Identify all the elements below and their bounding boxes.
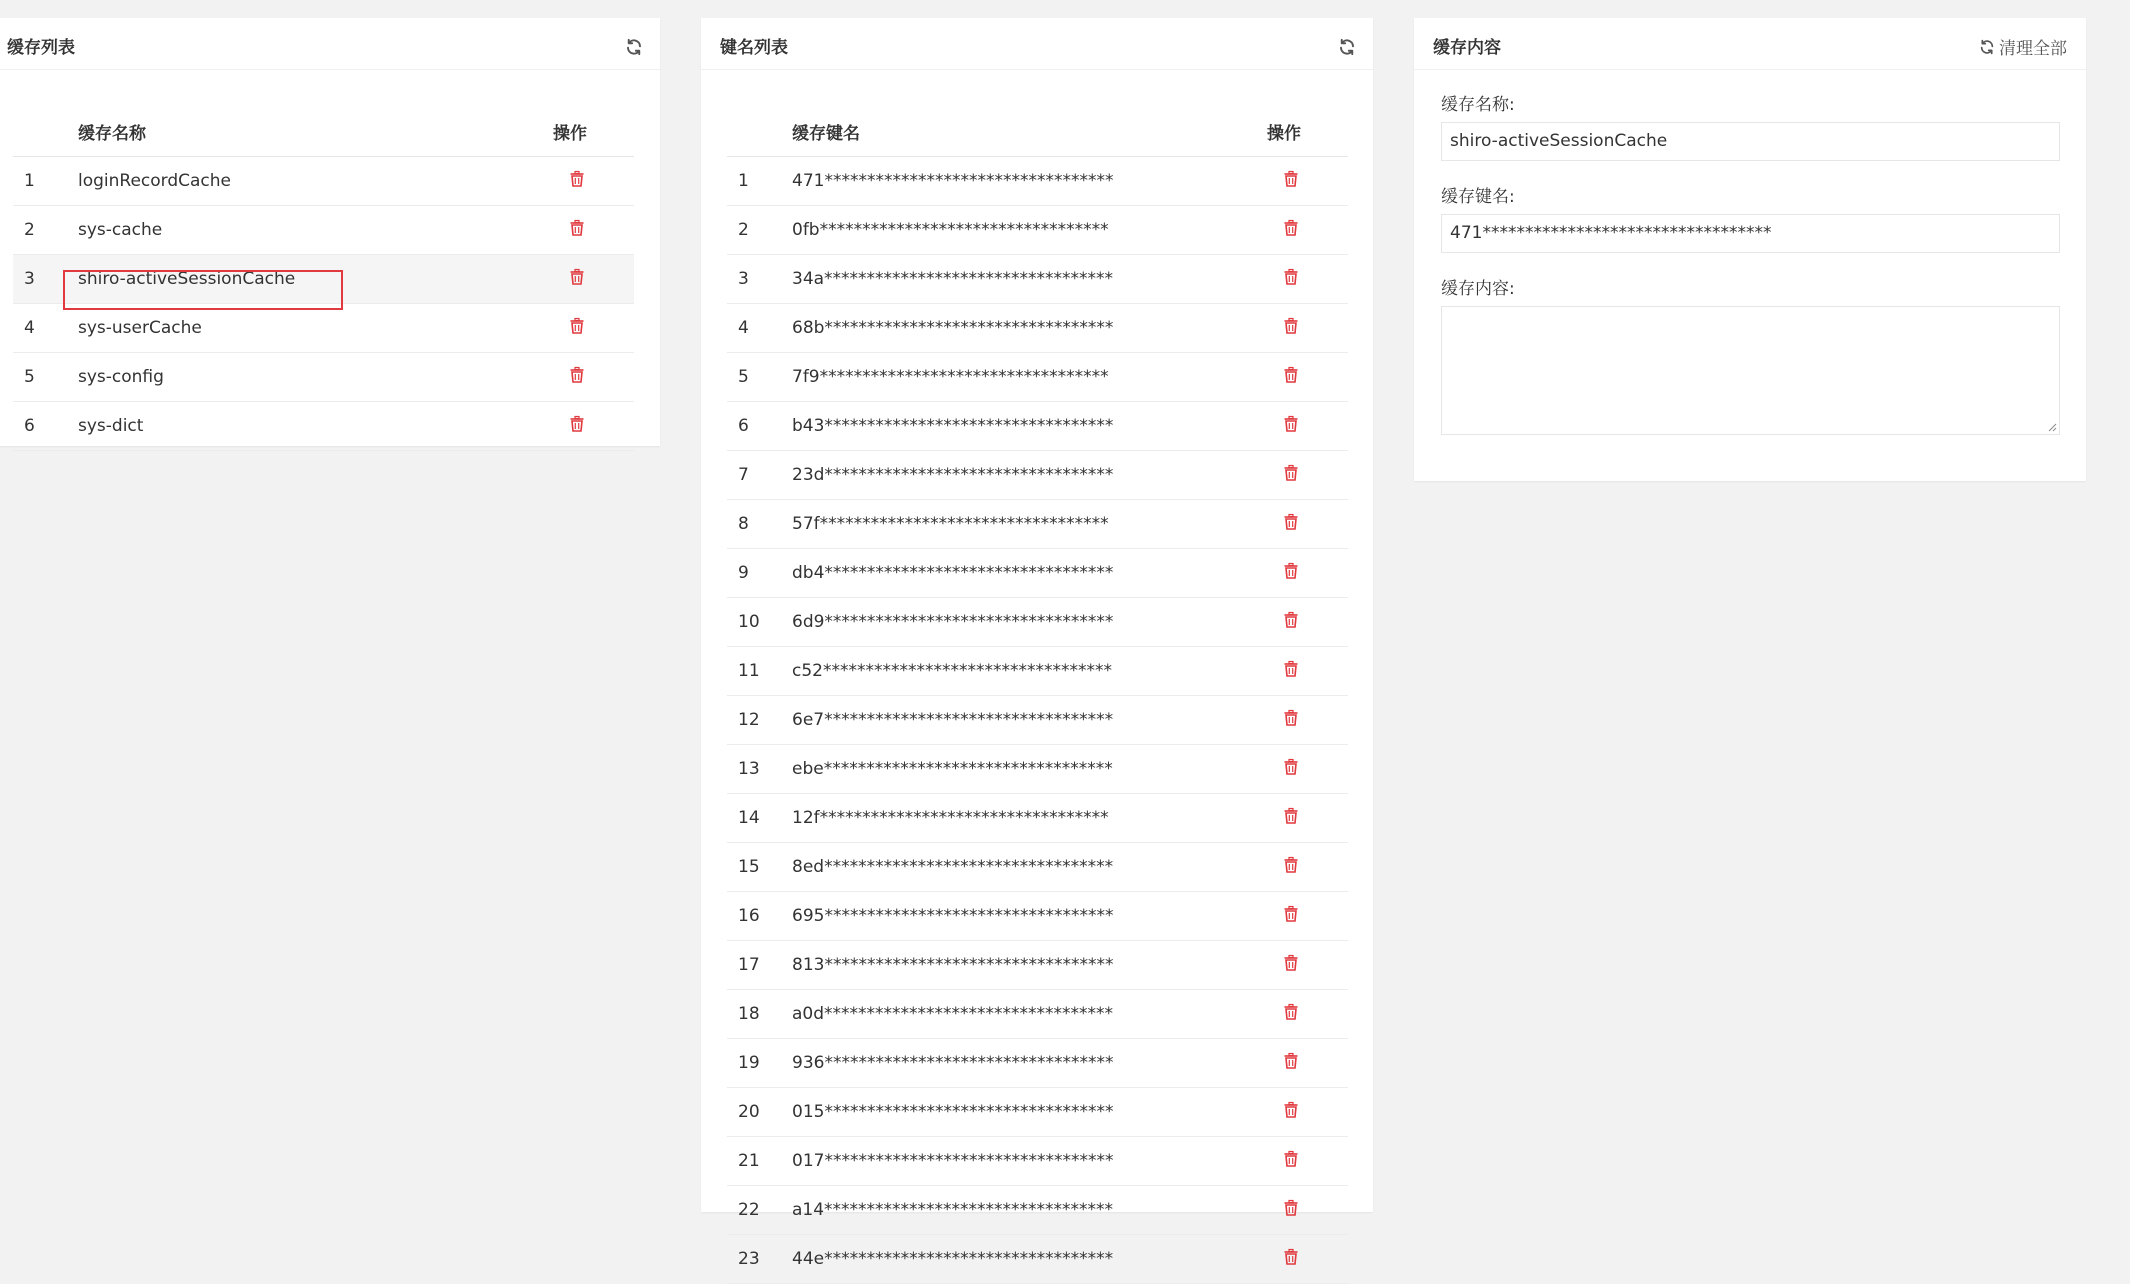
cache-name-cell[interactable] bbox=[77, 255, 552, 304]
row-index: 2 bbox=[727, 206, 791, 255]
key-list-row[interactable] bbox=[727, 745, 1348, 794]
delete-button[interactable] bbox=[1284, 710, 1298, 726]
row-operation bbox=[1266, 353, 1348, 402]
cache-key-cell[interactable] bbox=[791, 157, 1266, 206]
cache-list-row[interactable] bbox=[13, 206, 634, 255]
trash-icon bbox=[570, 220, 584, 236]
key-list-row[interactable] bbox=[727, 157, 1348, 206]
cache-key-cell[interactable] bbox=[791, 1088, 1266, 1137]
trash-icon bbox=[1284, 465, 1298, 481]
row-index: 4 bbox=[727, 304, 791, 353]
cache-name-cell[interactable] bbox=[77, 157, 552, 206]
cache-key-text: 695********************************** bbox=[792, 906, 1114, 926]
delete-button[interactable] bbox=[1284, 416, 1298, 432]
row-index: 22 bbox=[727, 1186, 791, 1235]
cache-name-text: sys-cache bbox=[78, 220, 163, 240]
row-index: 3 bbox=[727, 255, 791, 304]
cache-key-text: 471********************************** bbox=[792, 171, 1114, 191]
key-list-header bbox=[701, 18, 1373, 70]
delete-button[interactable] bbox=[1284, 1200, 1298, 1216]
cache-key-cell[interactable] bbox=[791, 1186, 1266, 1235]
row-operation bbox=[1266, 402, 1348, 451]
refresh-icon bbox=[1338, 38, 1356, 56]
cache-key-text: 0fb********************************** bbox=[792, 220, 1109, 240]
key-list-row[interactable] bbox=[727, 304, 1348, 353]
key-list-row[interactable] bbox=[727, 255, 1348, 304]
trash-icon bbox=[1284, 955, 1298, 971]
cache-key-cell[interactable] bbox=[791, 892, 1266, 941]
cache-content-panel bbox=[1414, 18, 2086, 481]
delete-button[interactable] bbox=[570, 318, 584, 334]
row-operation bbox=[1266, 1039, 1348, 1088]
row-index: 19 bbox=[727, 1039, 791, 1088]
row-index: 6 bbox=[727, 402, 791, 451]
cache-list-row[interactable] bbox=[13, 353, 634, 402]
trash-icon bbox=[1284, 1151, 1298, 1167]
key-list-row[interactable] bbox=[727, 892, 1348, 941]
delete-button[interactable] bbox=[1284, 514, 1298, 530]
row-index: 1 bbox=[13, 157, 77, 206]
clear-all-label: 清理全部 bbox=[1999, 39, 2067, 59]
cache-content-title: 缓存内容 bbox=[1433, 38, 1501, 58]
row-index: 11 bbox=[727, 647, 791, 696]
row-operation bbox=[1266, 1088, 1348, 1137]
row-index: 18 bbox=[727, 990, 791, 1039]
refresh-icon bbox=[625, 38, 643, 56]
row-index: 4 bbox=[13, 304, 77, 353]
cache-key-cell[interactable] bbox=[791, 745, 1266, 794]
delete-button[interactable] bbox=[1284, 171, 1298, 187]
refresh-icon bbox=[1979, 39, 1995, 55]
trash-icon bbox=[1284, 416, 1298, 432]
cache-key-text: 017********************************** bbox=[792, 1151, 1114, 1171]
trash-icon bbox=[570, 171, 584, 187]
trash-icon bbox=[1284, 367, 1298, 383]
cache-key-cell[interactable] bbox=[791, 990, 1266, 1039]
cache-key-cell[interactable] bbox=[791, 696, 1266, 745]
key-list-row[interactable] bbox=[727, 451, 1348, 500]
row-index: 3 bbox=[13, 255, 77, 304]
cache-list-row[interactable] bbox=[13, 304, 634, 353]
cache-key-text: 12f********************************** bbox=[792, 808, 1109, 828]
cache-name-cell[interactable] bbox=[77, 353, 552, 402]
cache-key-text: 6d9********************************** bbox=[792, 612, 1114, 632]
row-index: 2 bbox=[13, 206, 77, 255]
delete-button[interactable] bbox=[570, 269, 584, 285]
delete-button[interactable] bbox=[1284, 612, 1298, 628]
cache-name-text: sys-dict bbox=[78, 416, 144, 436]
trash-icon bbox=[1284, 1200, 1298, 1216]
cache-key-text: 34a********************************** bbox=[792, 269, 1114, 289]
delete-button[interactable] bbox=[570, 416, 584, 432]
cache-name-field[interactable]: shiro-activeSessionCache bbox=[1441, 122, 2060, 161]
cache-key-text: 23d********************************** bbox=[792, 465, 1114, 485]
cache-key-text: 57f********************************** bbox=[792, 514, 1109, 534]
delete-button[interactable] bbox=[570, 220, 584, 236]
row-index: 12 bbox=[727, 696, 791, 745]
delete-button[interactable] bbox=[1284, 269, 1298, 285]
trash-icon bbox=[1284, 759, 1298, 775]
key-list-table bbox=[727, 106, 1348, 1284]
cache-name-cell[interactable] bbox=[77, 304, 552, 353]
row-index: 8 bbox=[727, 500, 791, 549]
cache-key-text: 68b********************************** bbox=[792, 318, 1114, 338]
cache-key-cell[interactable] bbox=[791, 1235, 1266, 1284]
key-list-row[interactable] bbox=[727, 1186, 1348, 1235]
trash-icon bbox=[1284, 514, 1298, 530]
cache-key-cell[interactable] bbox=[791, 402, 1266, 451]
key-list-row[interactable] bbox=[727, 794, 1348, 843]
trash-icon bbox=[1284, 612, 1298, 628]
row-operation bbox=[1266, 892, 1348, 941]
trash-icon bbox=[570, 318, 584, 334]
resize-handle-icon[interactable] bbox=[2047, 422, 2057, 432]
row-index: 21 bbox=[727, 1137, 791, 1186]
key-list-panel bbox=[701, 18, 1373, 1269]
row-operation bbox=[1266, 549, 1348, 598]
row-index: 6 bbox=[13, 402, 77, 451]
row-operation bbox=[1266, 598, 1348, 647]
row-index: 13 bbox=[727, 745, 791, 794]
cache-key-cell[interactable] bbox=[791, 598, 1266, 647]
key-list-body bbox=[727, 157, 1348, 1284]
row-operation bbox=[1266, 794, 1348, 843]
trash-icon bbox=[1284, 857, 1298, 873]
row-operation bbox=[552, 402, 634, 451]
cache-key-cell[interactable] bbox=[791, 549, 1266, 598]
trash-icon bbox=[1284, 1102, 1298, 1118]
table-header-row bbox=[727, 106, 1348, 157]
trash-icon bbox=[1284, 808, 1298, 824]
row-index: 17 bbox=[727, 941, 791, 990]
row-index: 16 bbox=[727, 892, 791, 941]
delete-button[interactable] bbox=[1284, 1053, 1298, 1069]
delete-button[interactable] bbox=[1284, 955, 1298, 971]
trash-icon bbox=[570, 367, 584, 383]
delete-button[interactable] bbox=[570, 171, 584, 187]
delete-button[interactable] bbox=[1284, 857, 1298, 873]
cache-key-text: 015********************************** bbox=[792, 1102, 1114, 1122]
row-operation bbox=[1266, 1137, 1348, 1186]
row-operation bbox=[1266, 255, 1348, 304]
cache-key-cell[interactable] bbox=[791, 451, 1266, 500]
cache-key-text: a14********************************** bbox=[792, 1200, 1114, 1220]
cache-name-label: 缓存名称: bbox=[1441, 95, 1515, 115]
trash-icon bbox=[1284, 563, 1298, 579]
trash-icon bbox=[570, 269, 584, 285]
key-list-row[interactable] bbox=[727, 353, 1348, 402]
trash-icon bbox=[1284, 1249, 1298, 1265]
cache-name-text: sys-userCache bbox=[78, 318, 202, 338]
delete-button[interactable] bbox=[570, 367, 584, 383]
row-operation bbox=[552, 157, 634, 206]
trash-icon bbox=[1284, 661, 1298, 677]
cache-key-text: b43********************************** bbox=[792, 416, 1114, 436]
trash-icon bbox=[1284, 1004, 1298, 1020]
trash-icon bbox=[1284, 269, 1298, 285]
row-operation bbox=[552, 304, 634, 353]
delete-button[interactable] bbox=[1284, 220, 1298, 236]
cache-key-text: 6e7********************************** bbox=[792, 710, 1114, 730]
cache-key-cell[interactable] bbox=[791, 843, 1266, 892]
delete-button[interactable] bbox=[1284, 1004, 1298, 1020]
row-operation bbox=[1266, 157, 1348, 206]
key-list-row[interactable] bbox=[727, 990, 1348, 1039]
delete-button[interactable] bbox=[1284, 367, 1298, 383]
cache-content-textarea[interactable] bbox=[1441, 306, 2060, 435]
delete-button[interactable] bbox=[1284, 759, 1298, 775]
clear-all-button[interactable] bbox=[1979, 34, 2067, 59]
cache-key-cell[interactable] bbox=[791, 941, 1266, 990]
row-operation bbox=[1266, 1186, 1348, 1235]
trash-icon bbox=[1284, 171, 1298, 187]
table-header-row bbox=[13, 106, 634, 157]
cache-key-text: 813********************************** bbox=[792, 955, 1114, 975]
trash-icon bbox=[570, 416, 584, 432]
cache-key-cell[interactable] bbox=[791, 1039, 1266, 1088]
cache-list-table bbox=[13, 106, 634, 451]
cache-key-text: db4********************************** bbox=[792, 563, 1114, 583]
key-list-row[interactable] bbox=[727, 1137, 1348, 1186]
key-list-row[interactable] bbox=[727, 941, 1348, 990]
delete-button[interactable] bbox=[1284, 1102, 1298, 1118]
operation-column-header: 操作 bbox=[552, 106, 634, 157]
row-index: 7 bbox=[727, 451, 791, 500]
row-operation bbox=[1266, 1235, 1348, 1284]
cache-key-label: 缓存键名: bbox=[1441, 187, 1515, 207]
cache-name-text: sys-config bbox=[78, 367, 164, 387]
row-operation bbox=[1266, 745, 1348, 794]
cache-key-text: a0d********************************** bbox=[792, 1004, 1114, 1024]
key-list-row[interactable] bbox=[727, 647, 1348, 696]
row-index: 5 bbox=[727, 353, 791, 402]
cache-key-column-header: 缓存键名 bbox=[791, 106, 1266, 157]
cache-key-cell[interactable] bbox=[791, 794, 1266, 843]
cache-name-text: shiro-activeSessionCache bbox=[78, 269, 295, 289]
cache-key-text: ebe********************************** bbox=[792, 759, 1113, 779]
cache-key-cell[interactable] bbox=[791, 353, 1266, 402]
key-list-row[interactable] bbox=[727, 206, 1348, 255]
cache-key-cell[interactable] bbox=[791, 304, 1266, 353]
row-index: 20 bbox=[727, 1088, 791, 1137]
row-operation bbox=[1266, 206, 1348, 255]
cache-name-text: loginRecordCache bbox=[78, 171, 232, 191]
index-column-header bbox=[727, 106, 791, 157]
cache-content-header bbox=[1414, 18, 2086, 70]
key-list-row[interactable] bbox=[727, 696, 1348, 745]
row-operation bbox=[552, 255, 634, 304]
row-index: 14 bbox=[727, 794, 791, 843]
key-list-row[interactable] bbox=[727, 402, 1348, 451]
cache-key-cell[interactable] bbox=[791, 647, 1266, 696]
row-operation bbox=[1266, 451, 1348, 500]
row-index: 1 bbox=[727, 157, 791, 206]
row-operation bbox=[552, 353, 634, 402]
cache-key-cell[interactable] bbox=[791, 500, 1266, 549]
key-list-title: 键名列表 bbox=[720, 38, 788, 58]
trash-icon bbox=[1284, 318, 1298, 334]
row-operation bbox=[1266, 500, 1348, 549]
delete-button[interactable] bbox=[1284, 661, 1298, 677]
delete-button[interactable] bbox=[1284, 808, 1298, 824]
row-index: 23 bbox=[727, 1235, 791, 1284]
cache-name-cell[interactable] bbox=[77, 206, 552, 255]
index-column-header bbox=[13, 106, 77, 157]
cache-key-cell[interactable] bbox=[791, 1137, 1266, 1186]
row-index: 5 bbox=[13, 353, 77, 402]
cache-key-text: 936********************************** bbox=[792, 1053, 1114, 1073]
row-operation bbox=[552, 206, 634, 255]
row-operation bbox=[1266, 696, 1348, 745]
key-list-row[interactable] bbox=[727, 1039, 1348, 1088]
row-index: 9 bbox=[727, 549, 791, 598]
cache-name-cell[interactable] bbox=[77, 402, 552, 451]
cache-list-row[interactable] bbox=[13, 402, 634, 451]
key-list-row[interactable] bbox=[727, 500, 1348, 549]
key-list-refresh-button[interactable] bbox=[1338, 38, 1356, 56]
trash-icon bbox=[1284, 220, 1298, 236]
row-operation bbox=[1266, 304, 1348, 353]
delete-button[interactable] bbox=[1284, 465, 1298, 481]
cache-key-text: c52********************************** bbox=[792, 661, 1112, 681]
delete-button[interactable] bbox=[1284, 1151, 1298, 1167]
row-operation bbox=[1266, 941, 1348, 990]
trash-icon bbox=[1284, 710, 1298, 726]
cache-key-text: 8ed********************************** bbox=[792, 857, 1114, 877]
cache-key-field[interactable]: 471********************************** bbox=[1441, 214, 2060, 253]
cache-key-cell[interactable] bbox=[791, 255, 1266, 304]
cache-list-panel bbox=[0, 18, 660, 446]
delete-button[interactable] bbox=[1284, 906, 1298, 922]
key-list-row[interactable] bbox=[727, 1088, 1348, 1137]
operation-column-header: 操作 bbox=[1266, 106, 1348, 157]
trash-icon bbox=[1284, 1053, 1298, 1069]
delete-button[interactable] bbox=[1284, 563, 1298, 579]
row-operation bbox=[1266, 647, 1348, 696]
cache-key-text: 7f9********************************** bbox=[792, 367, 1109, 387]
cache-list-title: 缓存列表 bbox=[7, 38, 75, 58]
row-operation bbox=[1266, 990, 1348, 1039]
row-operation bbox=[1266, 843, 1348, 892]
cache-list-row[interactable] bbox=[13, 255, 634, 304]
trash-icon bbox=[1284, 906, 1298, 922]
cache-list-body bbox=[13, 157, 634, 451]
cache-list-header bbox=[0, 18, 660, 70]
row-index: 10 bbox=[727, 598, 791, 647]
cache-name-column-header: 缓存名称 bbox=[77, 106, 552, 157]
delete-button[interactable] bbox=[1284, 1249, 1298, 1265]
cache-list-row[interactable] bbox=[13, 157, 634, 206]
cache-key-cell[interactable] bbox=[791, 206, 1266, 255]
cache-key-text: 44e********************************** bbox=[792, 1249, 1114, 1269]
cache-content-label: 缓存内容: bbox=[1441, 279, 1515, 299]
cache-list-refresh-button[interactable] bbox=[625, 38, 643, 56]
key-list-row[interactable] bbox=[727, 1235, 1348, 1284]
key-list-row[interactable] bbox=[727, 549, 1348, 598]
key-list-row[interactable] bbox=[727, 598, 1348, 647]
key-list-row[interactable] bbox=[727, 843, 1348, 892]
row-index: 15 bbox=[727, 843, 791, 892]
delete-button[interactable] bbox=[1284, 318, 1298, 334]
